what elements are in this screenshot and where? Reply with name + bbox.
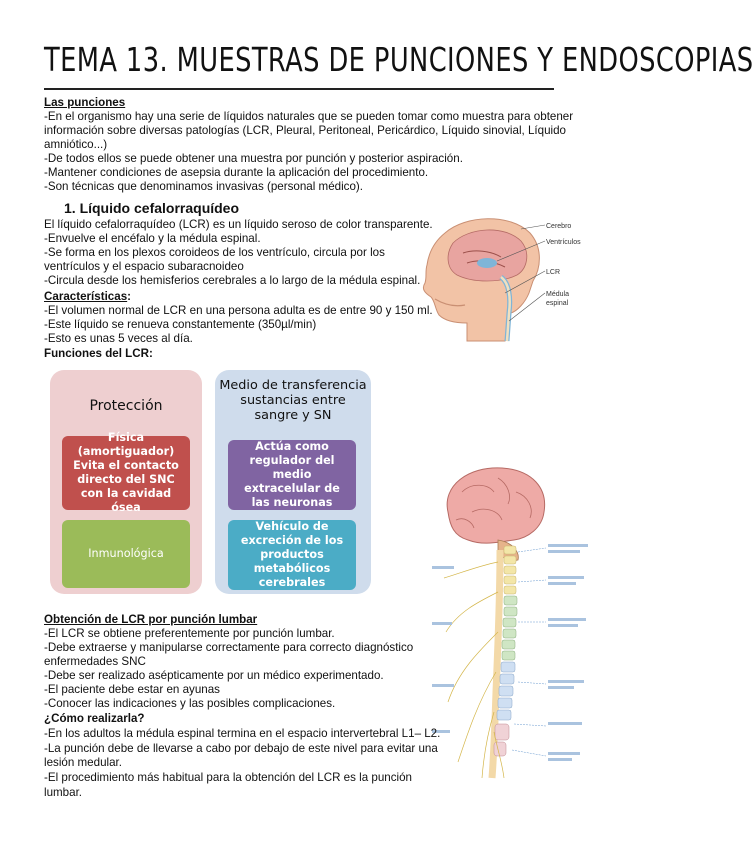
fisica-body: Evita el contacto directo del SNC con la cavidad ósea xyxy=(73,459,179,514)
caract-line-2: -Esto es unas 5 veces al día. xyxy=(44,332,193,345)
title-underline xyxy=(44,88,554,90)
punciones-line-5: -Son técnicas que denominamos invasivas (personal médico). xyxy=(44,180,363,193)
como-line-0: -En los adultos la médula espinal termina en el espacio intervertebral L1– L2. xyxy=(44,727,441,740)
caract-line-1: -Este líquido se renueva constantemente (350µl/min) xyxy=(44,318,317,331)
como-line-3: -El procedimiento más habitual para la obtención del LCR es la punción xyxy=(44,771,412,784)
obtencion-line-1: -Debe extraerse y manipularse correctamente para correcto diagnóstico xyxy=(44,641,414,654)
excrecion-card: Vehículo de excreción de los productos metabólicos cerebrales xyxy=(228,520,356,590)
inmunologica-card: Inmunológica xyxy=(62,520,190,588)
label-ventriculos: Ventrículos xyxy=(546,239,581,246)
como-line-4: lumbar. xyxy=(44,786,83,799)
punciones-line-3: -De todos ellos se puede obtener una muestra por punción y posterior aspiración. xyxy=(44,152,463,165)
label-medula: Médula xyxy=(546,291,569,298)
label-cerebro: Cerebro xyxy=(546,223,572,230)
punciones-line-1: información sobre diversas patologías (LCR, Pleural, Peritoneal, Pericárdico, Líquido sinovial, Líquido xyxy=(44,124,566,137)
caract-line-0: -El volumen normal de LCR en una persona adulta es de entre 90 y 150 ml. xyxy=(44,304,433,317)
proteccion-title: Protección xyxy=(89,398,163,414)
lcr-line-3: ventrículos y el espacio subaracnoideo xyxy=(44,260,244,273)
brain-spine-figure xyxy=(428,462,596,784)
regulador-card: Actúa como regulador del medio extracelular de las neuronas xyxy=(228,440,356,510)
obtencion-line-5: -Conocer las indicaciones y las posibles complicaciones. xyxy=(44,697,336,710)
lcr-line-0: El líquido cefalorraquídeo (LCR) es un líquido seroso de color transparente. xyxy=(44,218,433,231)
obtencion-line-3: -Debe ser realizado asépticamente por un médico experimentado. xyxy=(44,669,384,682)
punciones-heading: Las punciones xyxy=(44,96,126,109)
lcr-line-4: -Circula desde los hemisferios cerebrales a lo largo de la médula espinal. xyxy=(44,274,421,287)
caracteristicas-heading: Características: xyxy=(44,290,132,303)
funciones-heading: Funciones del LCR: xyxy=(44,347,153,360)
label-espinal: espinal xyxy=(546,300,569,307)
lcr-line-2: -Se forma en los plexos coroideos de los ventrículo, circula por los xyxy=(44,246,385,259)
como-line-2: lesión medular. xyxy=(44,756,122,769)
punciones-line-2: amniótico...) xyxy=(44,138,108,151)
lcr-line-1: -Envuelve el encéfalo y la médula espinal. xyxy=(44,232,261,245)
label-lcr: LCR xyxy=(546,269,561,276)
obtencion-heading: Obtención de LCR por punción lumbar xyxy=(44,613,258,626)
obtencion-line-4: -El paciente debe estar en ayunas xyxy=(44,683,220,696)
punciones-line-0: -En el organismo hay una serie de líquidos naturales que se pueden tomar como muestra para obtener xyxy=(44,110,574,123)
page-title: TEMA 13. MUESTRAS DE PUNCIONES Y ENDOSCOPIAS xyxy=(44,40,754,79)
proteccion-fisica-card xyxy=(62,431,190,514)
como-line-1: -La punción debe de llevarse a cabo por debajo de este nivel para evitar una xyxy=(44,742,438,755)
head-sagittal-figure xyxy=(405,213,595,343)
obtencion-line-2: enfermedades SNC xyxy=(44,655,146,668)
como-heading: ¿Cómo realizarla? xyxy=(44,712,145,725)
lcr-heading: 1. Líquido cefalorraquídeo xyxy=(64,200,240,216)
punciones-line-4: -Mantener condiciones de asepsia durante la aplicación del procedimiento. xyxy=(44,166,429,179)
fisica-title: Física (amortiguador) xyxy=(77,431,175,458)
obtencion-line-0: -El LCR se obtiene preferentemente por punción lumbar. xyxy=(44,627,335,640)
transferencia-title: Medio de transferencia sustancias entre sangre y SN xyxy=(219,378,367,423)
